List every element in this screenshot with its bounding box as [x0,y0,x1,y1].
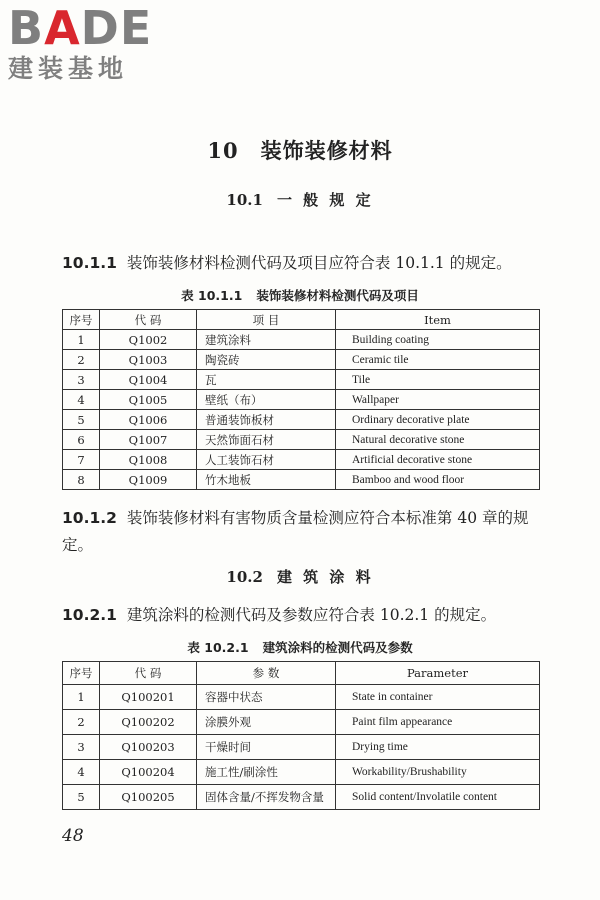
row-index: 4 [63,760,100,785]
row-code: Q1002 [100,330,197,350]
row-index: 1 [63,330,100,350]
row-name-zh: 容器中状态 [197,685,336,710]
row-index: 2 [63,710,100,735]
chapter-name: 装饰装修材料 [260,138,393,163]
row-code: Q1008 [100,450,197,470]
table-10-2-1 [62,661,540,810]
table-row [63,710,540,735]
caption-title: 建筑涂料的检测代码及参数 [262,640,413,655]
row-name-zh: 陶瓷砖 [197,350,336,370]
table-caption-10-2-1 [0,638,600,656]
logo-subtitle: 建装基地 [8,54,129,83]
table-row [63,760,540,785]
header-cell: Parameter [336,662,540,685]
row-name-en: Paint film appearance [336,710,540,735]
row-name-en: Artificial decorative stone [336,450,540,470]
row-name-en: Bamboo and wood floor [336,470,540,490]
header-cell: 参 数 [197,662,336,685]
row-index: 4 [63,390,100,410]
row-code: Q100201 [100,685,197,710]
brand-logo [8,1,178,84]
row-name-en: Ceramic tile [336,350,540,370]
chapter-title [0,135,600,165]
section-title: 建 筑 涂 料 [276,568,374,586]
row-name-zh: 施工性/刷涂性 [197,760,336,785]
row-index: 3 [63,735,100,760]
table-row [63,350,540,370]
page-number: 48 [62,826,84,846]
table-row [63,450,540,470]
table-header-row [63,310,540,330]
clause-10-1-1 [62,250,552,277]
clause-10-2-1 [62,602,552,629]
header-cell: 代 码 [100,662,197,685]
row-code: Q100203 [100,735,197,760]
header-cell: 序号 [63,310,100,330]
row-code: Q1004 [100,370,197,390]
row-index: 8 [63,470,100,490]
header-cell: 代 码 [100,310,197,330]
caption-title: 装饰装修材料检测代码及项目 [256,288,419,303]
row-code: Q1006 [100,410,197,430]
table-row [63,430,540,450]
table-row [63,410,540,430]
table-caption-10-1-1 [0,286,600,304]
table-header-row [63,662,540,685]
caption-number: 表 10.2.1 [187,640,249,655]
row-name-en: Drying time [336,735,540,760]
row-name-zh: 人工装饰石材 [197,450,336,470]
table-10-1-1 [62,309,540,490]
row-name-zh: 天然饰面石材 [197,430,336,450]
row-name-zh: 涂膜外观 [197,710,336,735]
table-row [63,330,540,350]
row-name-en: Ordinary decorative plate [336,410,540,430]
section-number: 10.2 [226,568,263,586]
row-name-en: State in container [336,685,540,710]
row-name-en: Building coating [336,330,540,350]
row-index: 5 [63,410,100,430]
row-name-zh: 固体含量/不挥发物含量 [197,785,336,810]
clause-number: 10.1.1 [62,254,117,272]
clause-number: 10.1.2 [62,509,117,527]
table-row [63,370,540,390]
row-name-zh: 瓦 [197,370,336,390]
clause-number: 10.2.1 [62,606,117,624]
section-number: 10.1 [226,191,263,209]
section-heading-10-1 [0,189,600,210]
row-code: Q100204 [100,760,197,785]
row-index: 2 [63,350,100,370]
row-index: 7 [63,450,100,470]
clause-text: 建筑涂料的检测代码及参数应符合表 10.2.1 的规定。 [126,606,497,624]
header-cell: Item [336,310,540,330]
caption-number: 表 10.1.1 [181,288,243,303]
row-name-zh: 建筑涂料 [197,330,336,350]
row-index: 6 [63,430,100,450]
row-code: Q100202 [100,710,197,735]
row-code: Q1007 [100,430,197,450]
row-name-zh: 干燥时间 [197,735,336,760]
row-code: Q1009 [100,470,197,490]
clause-text: 装饰装修材料检测代码及项目应符合表 10.1.1 的规定。 [126,254,512,272]
row-code: Q1005 [100,390,197,410]
clause-text: 装饰装修材料有害物质含量检测应符合本标准第 40 章的规定。 [62,509,529,554]
row-name-zh: 竹木地板 [197,470,336,490]
logo-wordmark: BADE [8,1,153,55]
row-index: 5 [63,785,100,810]
table-row [63,390,540,410]
chapter-number: 10 [207,138,239,163]
row-name-zh: 普通装饰板材 [197,410,336,430]
clause-10-1-2 [62,505,552,559]
row-name-en: Solid content/Involatile content [336,785,540,810]
row-index: 3 [63,370,100,390]
row-code: Q1003 [100,350,197,370]
row-index: 1 [63,685,100,710]
row-name-zh: 壁纸（布） [197,390,336,410]
table-row [63,685,540,710]
section-heading-10-2 [0,566,600,587]
row-code: Q100205 [100,785,197,810]
header-cell: 项 目 [197,310,336,330]
row-name-en: Natural decorative stone [336,430,540,450]
section-title: 一 般 规 定 [276,191,374,209]
row-name-en: Tile [336,370,540,390]
row-name-en: Workability/Brushability [336,760,540,785]
header-cell: 序号 [63,662,100,685]
table-row [63,470,540,490]
row-name-en: Wallpaper [336,390,540,410]
table-row [63,735,540,760]
table-row [63,785,540,810]
